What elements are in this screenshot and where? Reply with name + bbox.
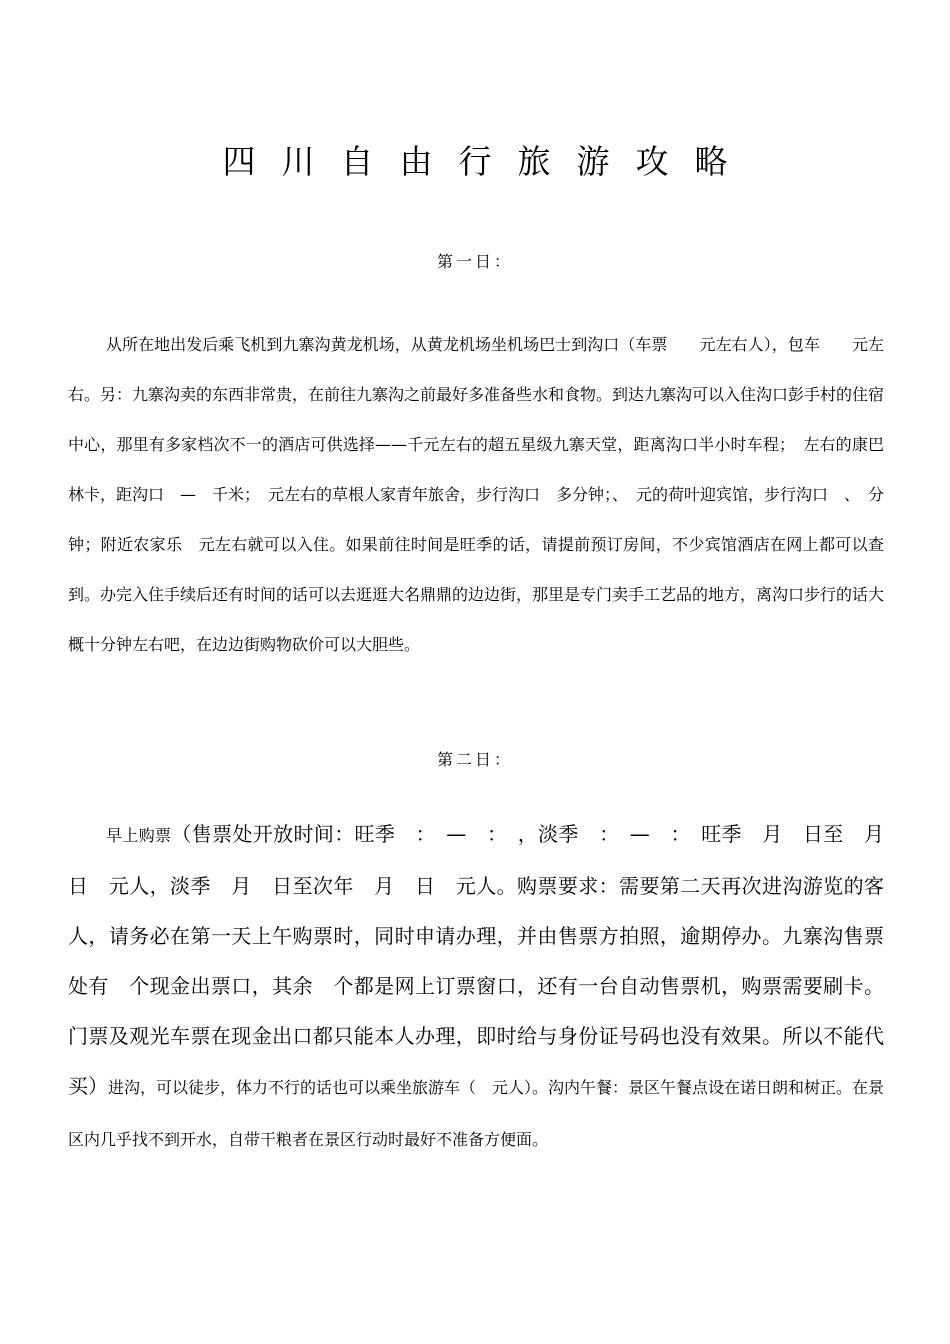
day-2-ticket-info: （售票处开放时间：旺季 ： — ： ，淡季 ： — ： 旺季 月 日至 月 日 元人，淡季 月 日至次年 月 日 元人。购票要求：需要第二天再次进沟游览的客人，请务必在第一天上午购票时，同时申请办理，并由售票方拍照，逾期停办。九寨沟售票处有 个现金出票口，其余 个都是网上订票窗口，还有一台自动售票机，购票需要刷卡。门票及观光车票在现金出口都只能本人办理，即时给与身份证号码也没有效果。所以不能代买）: [68, 822, 904, 1098]
day-1-heading: 第一日：: [436, 252, 513, 271]
day-2-lead-text: 早上购票: [106, 826, 172, 845]
document-title: 四川自由行旅游攻略: [222, 142, 754, 181]
day-1-paragraph: 从所在地出发后乘飞机到九寨沟黄龙机场，从黄龙机场坐机场巴士到沟口（车票 元左右人），包车 元左右。另：九寨沟卖的东西非常贵，在前往九寨沟之前最好多准备些水和食物。到达九寨沟可以入住沟口彭手村的住宿中心，那里有多家档次不一的酒店可供选择——千元左右的超五星级九寨天堂，距离沟口半小时车程； 左右的康巴林卡，距沟口 — 千米； 元左右的草根人家青年旅舍，步行沟口 多分钟；、 元的荷叶迎宾馆，步行沟口 、 分钟；附近农家乐 元左右就可以入住。如果前往时间是旺季的话，请提前预订房间，不少宾馆酒店在网上都可以查到。办完入住手续后还有时间的话可以去逛逛大名鼎鼎的边边街，那里是专门卖手工艺品的地方，离沟口步行的话大概十分钟左右吧，在边边街购物砍价可以大胆些。: [68, 335, 885, 654]
day-2-tail-text: 进沟，可以徒步，体力不行的话也可以乘坐旅游车（ 元人）。沟内午餐：景区午餐点设在诺日朗和树正。在景区内几乎找不到开水，自带干粮者在景区行动时最好不准备方便面。: [68, 1078, 885, 1149]
day-2-heading: 第二日：: [436, 750, 513, 769]
day-2-paragraph: [68, 809, 904, 1165]
